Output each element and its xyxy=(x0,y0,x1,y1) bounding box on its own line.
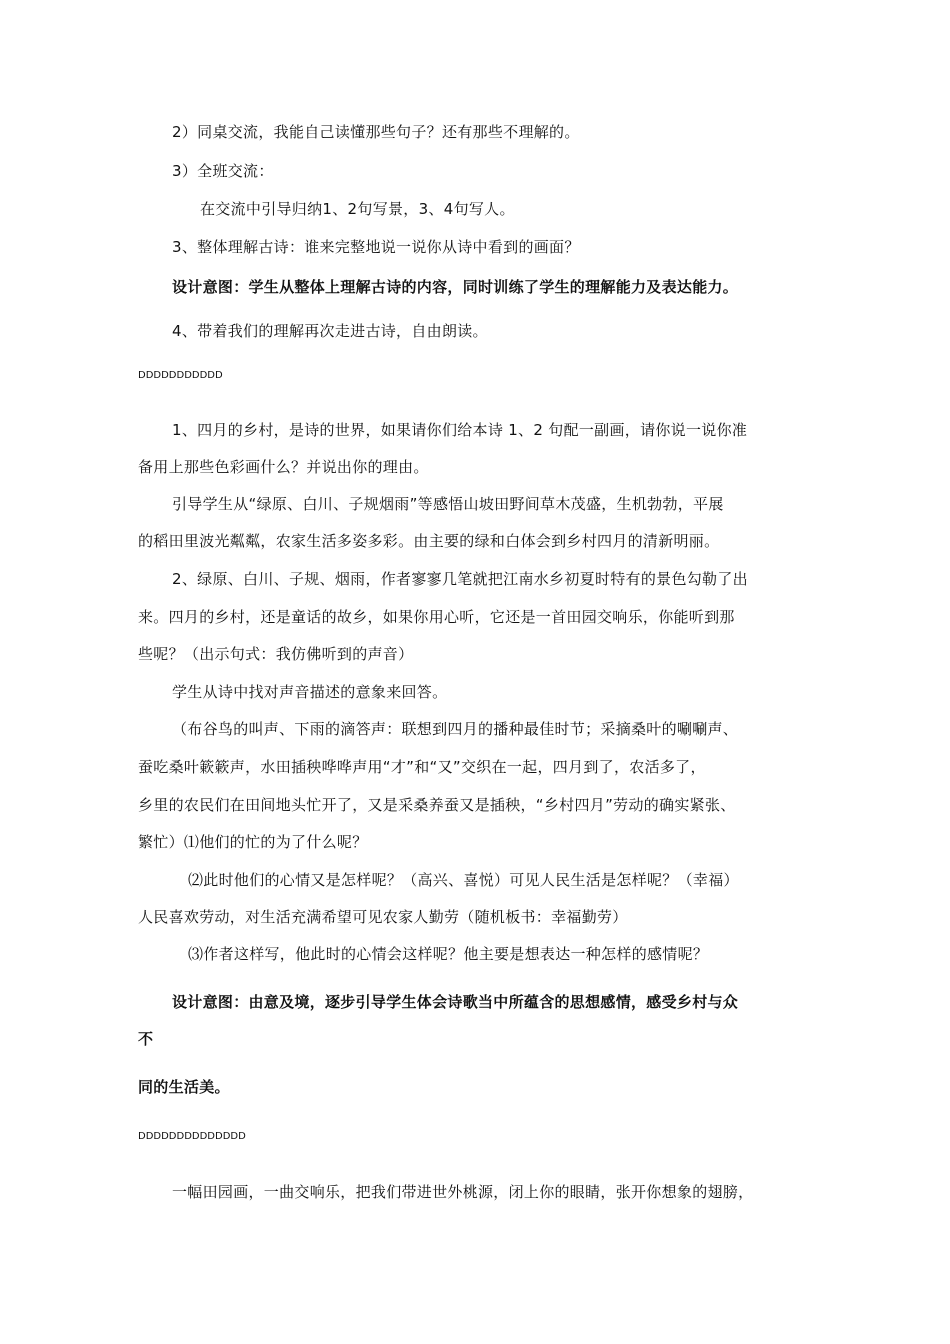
text-line: ⑶作者这样写，他此时的心情会这样呢？他主要是想表达一种怎样的感情呢？ xyxy=(188,945,709,963)
design-intent-heading: 设计意图：由意及境，逐步引导学生体会诗歌当中所蕴含的思想感情，感受乡村与众 xyxy=(172,993,739,1011)
text-line: 同的生活美。 xyxy=(138,1078,230,1096)
text-line: 繁忙）⑴他们的忙的为了什么呢？ xyxy=(138,833,368,851)
text-line: 在交流中引导归纳1、2句写景，3、4句写人。 xyxy=(200,200,515,218)
text-line: 备用上那些色彩画什么？并说出你的理由。 xyxy=(138,458,429,476)
text-line: 人民喜欢劳动，对生活充满希望可见农家人勤劳（随机板书：幸福勤劳） xyxy=(138,908,628,926)
text-line: 来。四月的乡村，还是童话的故乡，如果你用心听，它还是一首田园交响乐，你能听到那 xyxy=(138,608,735,626)
text-line: 2）同桌交流，我能自己读懂那些句子？还有那些不理解的。 xyxy=(172,123,580,141)
text-line: 不 xyxy=(138,1030,154,1048)
text-line: 的稻田里波光粼粼，农家生活多姿多彩。由主要的绿和白体会到乡村四月的清新明丽。 xyxy=(138,532,720,550)
text-line: 1、四月的乡村，是诗的世界，如果请你们给本诗 1、2 句配一副画，请你说一说你准 xyxy=(172,421,748,439)
placeholder-marker: DDDDDDDDDDDDDD xyxy=(138,1131,246,1142)
design-intent-heading: 设计意图：学生从整体上理解古诗的内容，同时训练了学生的理解能力及表达能力。 xyxy=(172,278,739,296)
text-line: 2、绿原、白川、子规、烟雨，作者寥寥几笔就把江南水乡初夏时特有的景色勾勒了出 xyxy=(172,570,748,588)
text-line: 学生从诗中找对声音描述的意象来回答。 xyxy=(172,683,448,701)
text-line: 一幅田园画，一曲交响乐，把我们带进世外桃源，闭上你的眼睛，张开你想象的翅膀， xyxy=(172,1183,754,1201)
text-line: 引导学生从“绿原、白川、子规烟雨”等感悟山坡田野间草木茂盛，生机勃勃，平展 xyxy=(172,495,724,513)
text-line: 3）全班交流： xyxy=(172,162,274,180)
text-line: （布谷鸟的叫声、下雨的滴答声：联想到四月的播种最佳时节；采摘桑叶的唰唰声、 xyxy=(172,720,739,738)
text-line: 乡里的农民们在田间地头忙开了，又是采桑养蚕又是插秧，“乡村四月”劳动的确实紧张、 xyxy=(138,796,736,814)
text-line: 蚕吃桑叶簌簌声，水田插秧哗哗声用“才”和“又”交织在一起，四月到了，农活多了， xyxy=(138,758,706,776)
text-line: ⑵此时他们的心情又是怎样呢？（高兴、喜悦）可见人民生活是怎样呢？（幸福） xyxy=(188,871,739,889)
text-line: 4、带着我们的理解再次走进古诗，自由朗读。 xyxy=(172,322,488,340)
placeholder-marker: DDDDDDDDDDD xyxy=(138,370,223,381)
text-line: 3、整体理解古诗：谁来完整地说一说你从诗中看到的画面？ xyxy=(172,238,580,256)
text-line: 些呢？（出示句式：我仿佛听到的声音） xyxy=(138,645,414,663)
